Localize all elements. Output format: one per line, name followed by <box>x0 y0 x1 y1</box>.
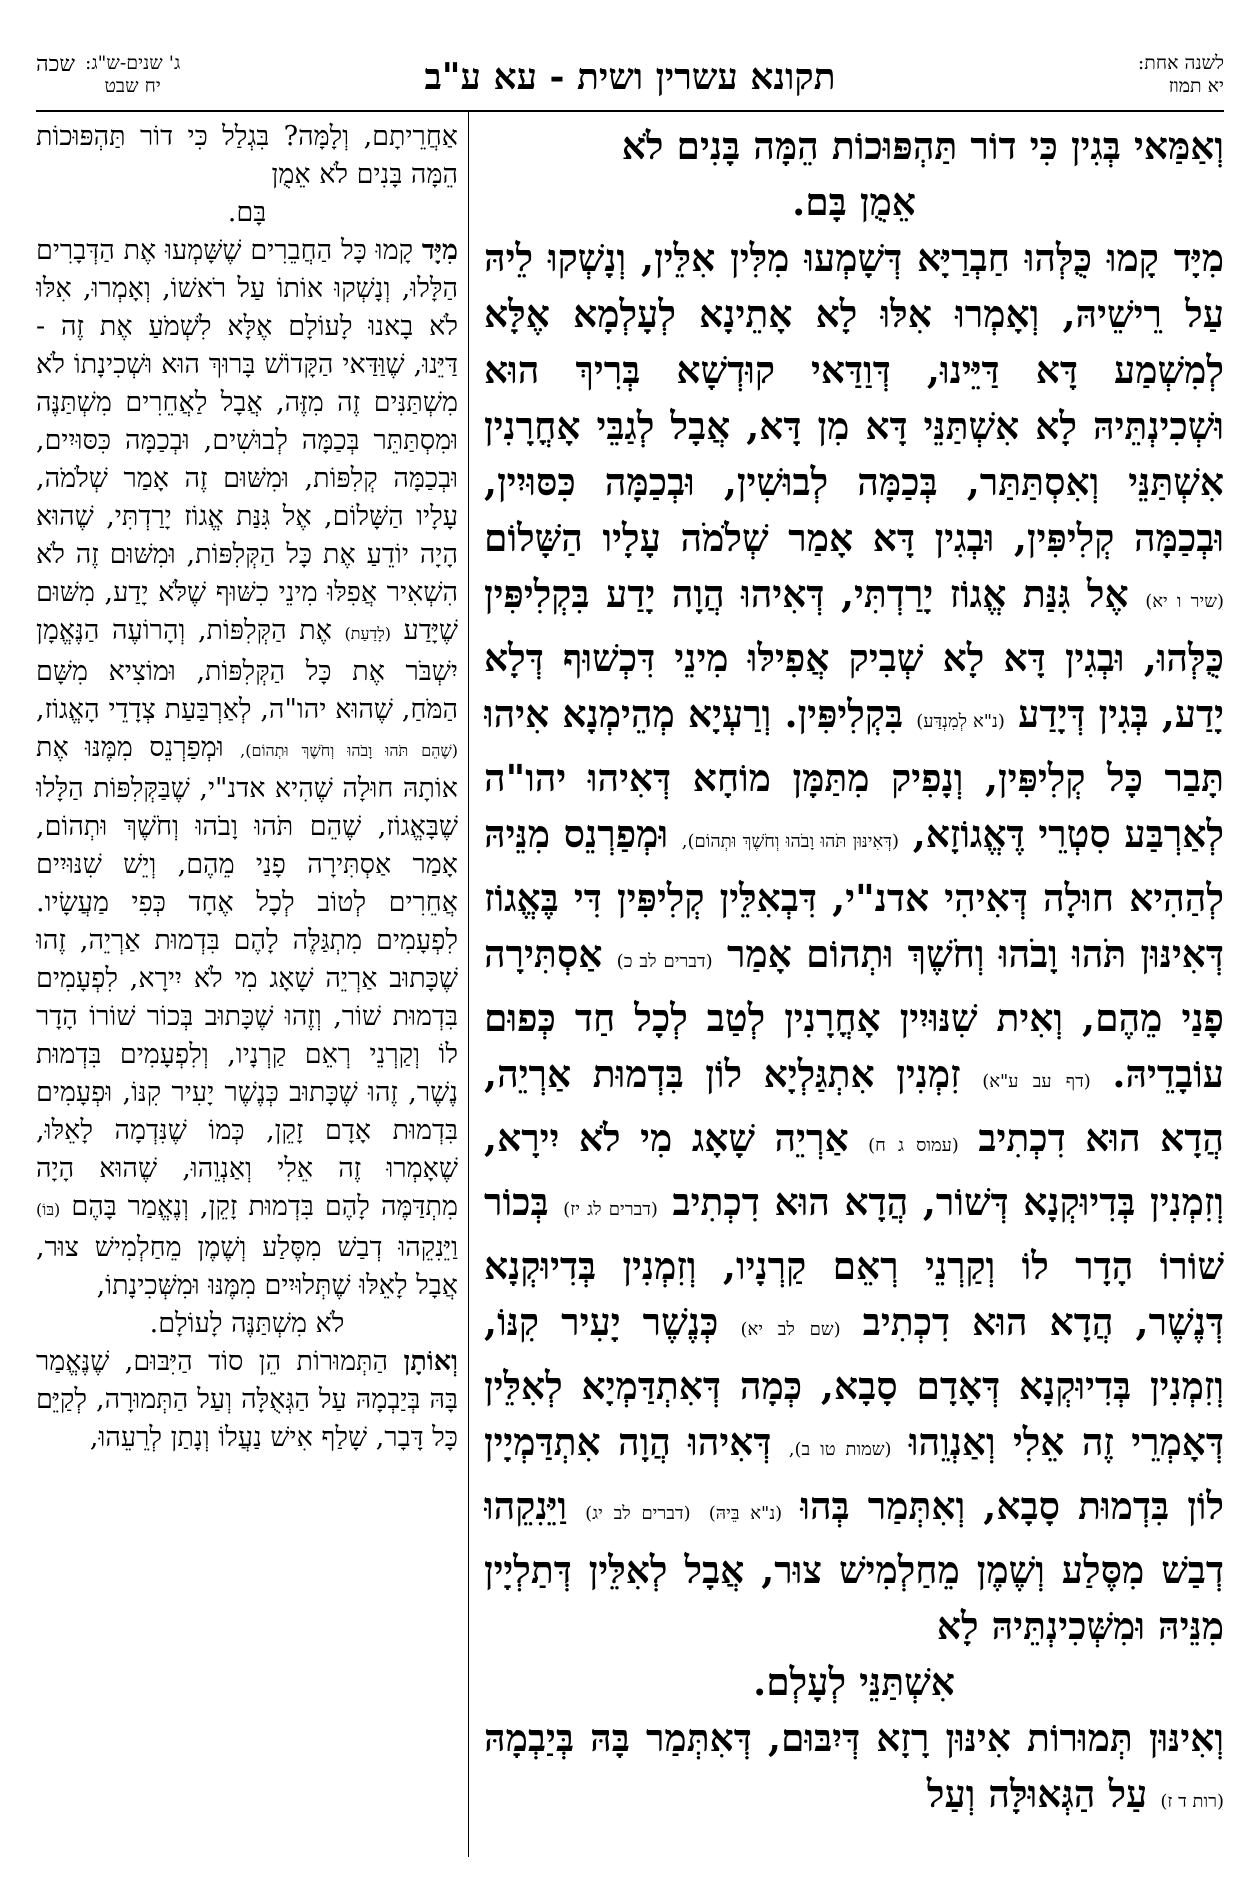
header-left <box>36 52 180 98</box>
header-left-block <box>85 52 180 98</box>
main-text: אַרְיֵה שָׁאָג מִי לֹא יִירָא, וְזִמְנִין בְּדִיוּקְנָא דְּשׁוֹר, הֲדָא הוּא דִכְתִיב <box>484 1116 1224 1224</box>
header-left-range: ג' שנים-ש"ג: <box>84 52 181 74</box>
side-paragraph-1-end <box>36 194 458 232</box>
side-paragraph-1 <box>36 118 458 194</box>
main-text: כְּנֶשֶׁר יָעִיר קִנּוֹ, וְזִמְנִין בְּדִיוּקְנָא דְּאָדָם סָבָא, כְּמָה דְּאִתְדַּמְיָא לְאִלֵּין דְּאָמְרֵי זֶה אֵלִי וְאַנְוֵהוּ <box>484 1300 1224 1464</box>
main-paragraph-1 <box>484 118 1224 174</box>
variant-reference: (בּוֹ) <box>36 1200 61 1219</box>
side-paragraph-2-end <box>36 1305 458 1343</box>
page-header <box>36 52 1224 108</box>
source-reference: (דברים לב יג) <box>585 1503 691 1524</box>
main-paragraph-3 <box>484 1710 1224 1830</box>
side-text: וַיֵּנִקֵהוּ דְבַשׁ מִסֶּלַע וְשֶׁמֶן מֵחַלְמִישׁ צוּר, אֲבָל לָאֵלּוּ שֶׁתְּלוּיִים מִמֶּנּוּ וּמִשְּׁכִינָתוֹ, <box>36 1232 458 1301</box>
page-number: שכה <box>36 52 75 77</box>
header-rule <box>36 110 1224 112</box>
side-text: וּמְפַרְנֵס מִמֶּנּוּ אֶת אוֹתָהּ חוּלָה שֶׁהִיא אדנ"י, שֶׁבַּקְּלִפּוֹת הַלָּלוּ שֶׁבָּאֱגוֹז, שֶׁהֵם תֹּהוּ וָבֹהוּ וְחֹשֶׁךְ וּתְהוֹם, אָמַר אַסְתִּירָה פָנַי מֵהֶם, וְיֵשׁ שִׁנּוּיִים אֲחֵרִים לְטוֹב לְכָל אֶחָד כְּפִי מַעֲשָׂיו. לִפְעָמִים מִתְגַּלֶּה לָהֶם בִּדְמוּת אַרְיֵה, זֶהוּ שֶׁכָּתוּב אַרְיֵה שָׁאָג מִי לֹא יִירָא, לִפְעָמִים בִּדְמוּת שׁוֹר, וְזֶהוּ שֶׁכָּתוּב בְּכוֹר שׁוֹרוֹ הָדָר לוֹ וְקַרְנֵי רְאֵם קַרְנָיו, וְלִפְעָמִים בִּדְמוּת נֶשֶׁר, זֶהוּ שֶׁכָּתוּב כְּנֶשֶׁר יָעִיר קִנּוֹ, וּפְעָמִים בִּדְמוּת אָדָם זָקֵן, כְּמוֹ שֶׁנִּדְמָה לָאֵלּוּ, שֶׁאָמְרוּ זֶה אֵלִי וְאַנְוֵהוּ, שֶׁהוּא הָיָה מִתְדַּמֶּה לָהֶם בִּדְמוּת זָקֵן, וְנֶאֱמַר בָּהֶם <box>36 732 458 1222</box>
main-text: תְּמוּרוֹת אִינּוּן רָזָא דְּיִבּוּם, דְּאִתְּמַר בָּהּ בְּיַבְמָהּ <box>484 1716 1133 1760</box>
paragraph-lead-word: וְאוֹתָן <box>403 1346 458 1377</box>
side-text: בָּם. <box>227 197 267 228</box>
side-text: אֶת הַקְּלִפּוֹת, וְהָרוֹעֶה הַנֶּאֱמָן יִשְׁבֹּר אֶת כָּל הַקְּלִפּוֹת, וּמוֹצִיא מִשָּׁם הַמֹּחַ, שֶׁהוּא יהו"ה, לְאַרְבַּעַת צְדָדֵי הָאֱגוֹז, <box>36 615 458 725</box>
paragraph-lead-word: מִיָּד <box>421 235 458 266</box>
main-text: זִמְנִין אִתְגַּלְיָא לוֹן בִּדְמוּת אַרְיֵה, הֲדָא הוּא דִכְתִיב <box>484 1052 1224 1160</box>
source-reference: (דברים לב כ) <box>616 951 713 972</box>
main-text: וַיֵּנִקֵהוּ דְבַשׁ מִסֶּלַע וְשֶׁמֶן מֵחַלְמִישׁ צוּר, אֲבָל לְאִלֵּין דְּתַלְיָין מִנֵּיהּ וּמִשְּׁכִינְתֵּיהּ לָא <box>484 1484 1224 1648</box>
side-text: הַתְּמוּרוֹת הֵן סוֹד הַיִּבּוּם, שֶׁנֶּאֱמַר בָּהּ בְּיַבְמָהּ עַל הַגְּאֻלָּה וְעַל הַתְּמוּרָה, לְקַיֵּם כָּל דָּבָר, שָׁלַף אִישׁ נַעֲלוֹ וְנָתַן לְרֵעֵהוּ, <box>36 1346 458 1453</box>
main-paragraph-2-end <box>484 1654 1224 1710</box>
side-text: לֹא מִשְׁתַּנֶּה לָעוֹלָם. <box>149 1308 345 1339</box>
main-text: בִּקְלִיפִּין. וְרַעְיָא מְהֵימְנָא אִיהוּ תָּבַר כָּל קְלִיפִּין, וְנָפִיק מִתַּמָּן מוֹחָא דְּאִיהוּ יהו"ה לְאַרְבַּע סִטְרֵי דֶּאֱגוֹזָא, <box>484 692 1224 856</box>
page-title: תקונא עשרין ושית - עא ע"ב <box>424 56 836 98</box>
variant-reference: (נ"א בֵּיהּ) <box>708 1503 783 1524</box>
translation-column <box>36 118 458 1858</box>
side-paragraph-3 <box>36 1343 458 1457</box>
main-text: עַל הַגְּאוּלָּה וְעַל <box>926 1772 1148 1816</box>
source-reference: (רות ד ז) <box>1160 1791 1224 1812</box>
main-text: וּמְפַרְנֵס מִנֵּיהּ לְהַהִיא חוּלָה דְּאִיהִי אדנ"י, דִּבְאִלֵּין קְלִיפִּין דִּי בֶּאֱגוֹז דְּאִינּוּן תֹּהוּ וָבֹהוּ וְחֹשֶׁךְ וּתְהוֹם אָמַר <box>484 812 1224 976</box>
main-text: אַסְתִּירָה פָנַי מֵהֶם, וְאִית שִׁנּוּיִין אָחֳרָנִין לְטַב לְכָל חַד כְּפוּם עוֹבָדֵיהּ. <box>484 932 1224 1096</box>
header-left-date: יח שבט <box>104 75 161 97</box>
main-column <box>484 118 1224 1858</box>
main-text: בְּכוֹר שׁוֹרוֹ הָדָר לוֹ וְקַרְנֵי רְאֵם קַרְנָיו, וְזִמְנִין בְּדִיוּקְנָא דְּנֶשֶׁר, הֲדָא הוּא דִכְתִיב <box>484 1180 1224 1344</box>
main-text: וְאַמַּאי בְּגִין כִּי דוֹר תַּהְפּוּכוֹת הֵמָּה בָּנִים לֹא <box>621 124 1224 168</box>
variant-reference: (דְּאִינּוּן תֹּהוּ וָבֹהוּ וְחֹשֶׁךְ וּתְהוֹם), <box>681 831 899 852</box>
paragraph-lead-word: מִיָּד <box>1173 236 1224 280</box>
side-paragraph-2 <box>36 232 458 1305</box>
variant-reference: (שֶׁהֵם תֹּהוּ וָבֹהוּ וְחֹשֶׁךְ וּתְהוֹם), <box>240 741 458 760</box>
main-text: אֶל גִּנַּת אֱגוֹז יָרַדְתִּי, דְּאִיהוּ הֲוָה יָדַע בִּקְלִיפִּין כֻּלְּהוּ, וּבְגִין דָּא לָא שְׁבִיק אֲפִילּוּ מִינֵי דִּכְשׁוּף דְּלָא יָדַע, בְּגִין דְּיָדַע <box>484 572 1224 736</box>
main-text: קָמוּ כֻּלְּהוּ חַבְרַיָּא דְּשָׁמְעוּ מִלִּין אִלֵּין, וְנָשְׁקוּ לֵיהּ עַל רֵישֵׁיהּ, וְאָמְרוּ אִלּוּ לָא אָתֵינָא לְעָלְמָא אֶלָּא לְמִשְׁמַע דָּא דַּיֵּינוּ, דְּוַדַּאי קוּדְשָׁא בְּרִיךְ הוּא וּשְׁכִינְתֵּיהּ לָא אִשְׁתַּנֵּי דָּא מִן דָּא, אֲבָל לְגַבֵּי אָחֳרָנִין אִשְׁתַּנֵּי וְאִסְתַּתַּר, בְּכַמָּה לְבוּשִׁין, וּבְכַמָּה כִּסּוּיִין, וּבְכַמָּה קְלִיפִּין, וּבְגִין דָּא אָמַר שְׁלֹמֹה עָלָיו הַשָּׁלוֹם <box>484 236 1224 560</box>
column-divider <box>468 112 469 1857</box>
main-paragraph-2 <box>484 230 1224 1654</box>
source-reference: (שם לב יא) <box>740 1319 841 1340</box>
header-right-line2: יא תמוז <box>1168 75 1224 97</box>
header-right-line1: לשנה אחת: <box>1137 52 1224 74</box>
main-text: דְּאִיהוּ הֲוָה אִתְדַּמְיָין לוֹן בִּדְמוּת סָבָא, וְאִתְּמַר בְּהוּ <box>484 1420 1224 1528</box>
paragraph-lead-word: וְאִינּוּן <box>1148 1716 1224 1760</box>
main-paragraph-1-end <box>484 174 1224 230</box>
source-reference: (שמות טו ב), <box>788 1439 892 1460</box>
source-reference: (דברים לג יז) <box>563 1199 658 1220</box>
main-text: אֵמֻן בָּם. <box>792 180 916 224</box>
side-text: קָמוּ כָּל הַחֲבֵרִים שֶׁשָּׁמְעוּ אֶת הַדְּבָרִים הַלָּלוּ, וְנָשְׁקוּ אוֹתוֹ עַל רֹאשׁוֹ, וְאָמְרוּ, אִלּוּ לֹא בָאנוּ לָעוֹלָם אֶלָּא לִשְׁמֹעַ אֶת זֶה - דַּיֵּנוּ, שֶׁוַּדַּאי הַקָּדוֹשׁ בָּרוּךְ הוּא וּשְׁכִינָתוֹ לֹא מִשְׁתַּנִּים זֶה מִזֶּה, אֲבָל לַאֲחֵרִים מִשְׁתַּנֶּה וּמִסְתַּתֵּר בְּכַמָּה לְבוּשִׁים, וּבְכַמָּה כִּסּוּיִים, וּבְכַמָּה קְלִפּוֹת, וּמִשּׁוּם זֶה אָמַר שְׁלֹמֹה, עָלָיו הַשָּׁלוֹם, אֶל גִּנַּת אֱגוֹז יָרַדְתִּי, שֶׁהוּא הָיָה יוֹדֵעַ אֶת כָּל הַקְּלִפּוֹת, וּמִשּׁוּם זֶה לֹא הִשְׁאִיר אֲפִלּוּ מִינֵי כִשּׁוּף שֶׁלֹּא יָדַע, מִשּׁוּם שֶׁיָּדַע <box>36 235 458 646</box>
page-reference: (דף עב ע"א) <box>982 1071 1091 1092</box>
side-text: אַחֲרֵיתָם, וְלָמָּה? בִּגְלַל כִּי דוֹר תַּהְפּוּכוֹת הֵמָּה בָּנִים לֹא אֵמֻן <box>36 121 458 190</box>
source-reference: (עמוס ג ח) <box>868 1135 959 1156</box>
source-reference: (שיר ו יא) <box>1145 591 1224 612</box>
variant-reference: (נ"א לְמִנְדַּע) <box>916 711 1005 732</box>
main-text: אִשְׁתַּנֵּי לְעָלְם. <box>753 1660 955 1704</box>
variant-reference: (לָדַעַת) <box>344 624 391 643</box>
